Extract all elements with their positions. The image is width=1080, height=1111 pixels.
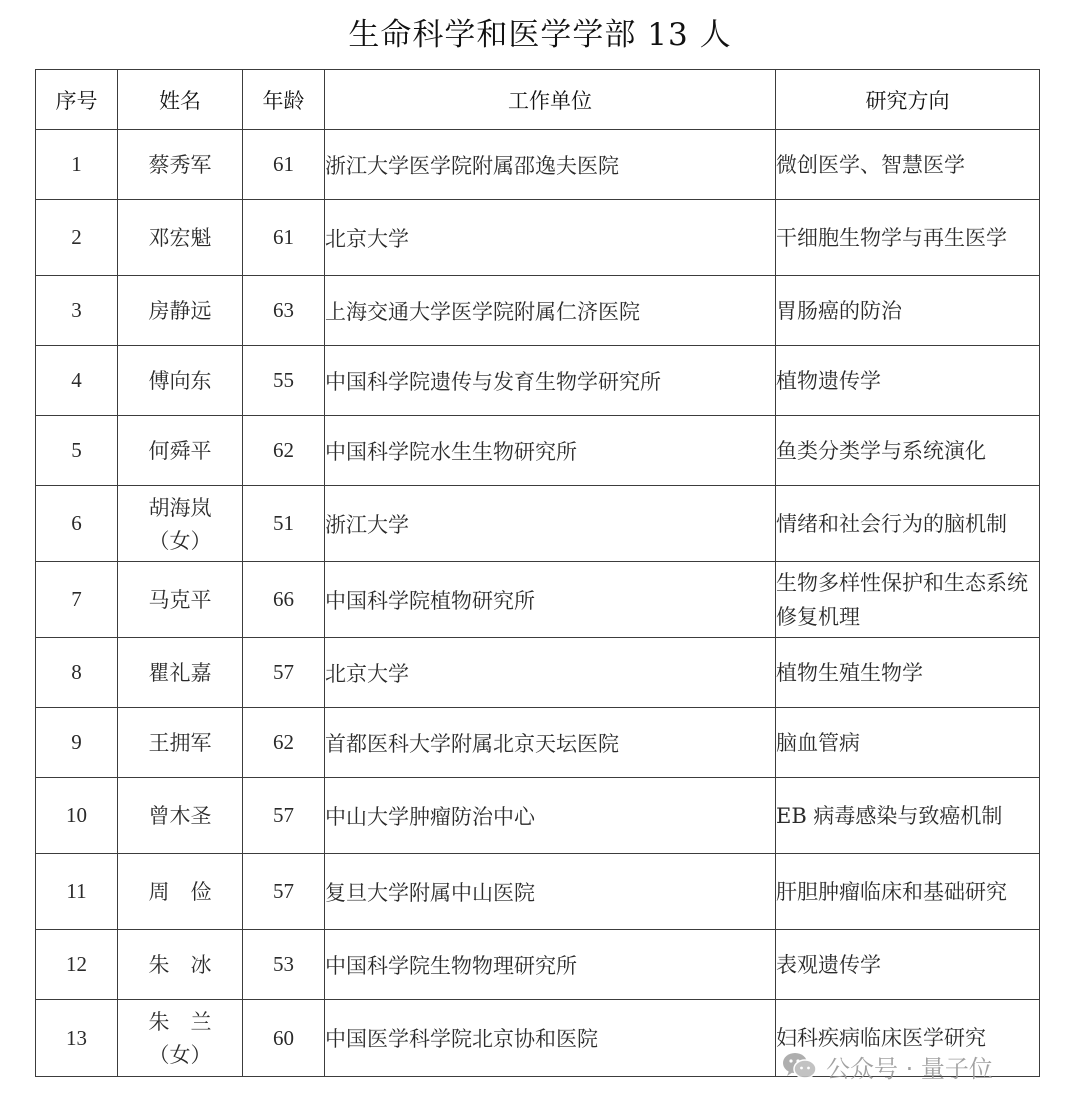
member-name: 房静远: [148, 298, 212, 323]
member-name: 马克平: [148, 587, 212, 612]
cell-age: 66: [243, 562, 325, 638]
cell-direction: EB 病毒感染与致癌机制: [776, 778, 1040, 854]
member-name: 周 俭: [148, 879, 212, 904]
watermark: [782, 1048, 993, 1084]
header-name: 姓名: [118, 70, 243, 130]
cell-direction: 植物遗传学: [776, 346, 1040, 416]
cell-age: 60: [243, 1000, 325, 1077]
cell-age: 61: [243, 130, 325, 200]
header-unit: 工作单位: [325, 70, 776, 130]
cell-direction: 脑血管病: [776, 708, 1040, 778]
cell-unit: 北京大学: [325, 638, 776, 708]
cell-index: 7: [36, 562, 118, 638]
cell-age: 63: [243, 276, 325, 346]
cell-direction: 肝胆肿瘤临床和基础研究: [776, 854, 1040, 930]
cell-index: 1: [36, 130, 118, 200]
cell-name: [118, 778, 243, 854]
cell-age: 55: [243, 346, 325, 416]
table-row: [36, 708, 1040, 778]
cell-age: 62: [243, 416, 325, 486]
cell-unit: 中国科学院植物研究所: [325, 562, 776, 638]
cell-unit: 中国科学院水生生物研究所: [325, 416, 776, 486]
gender-note: （女）: [148, 528, 212, 553]
cell-age: 57: [243, 638, 325, 708]
member-name: 何舜平: [148, 438, 212, 463]
cell-direction: 生物多样性保护和生态系统修复机理: [776, 562, 1040, 638]
cell-unit: 复旦大学附属中山医院: [325, 854, 776, 930]
cell-index: 6: [36, 486, 118, 562]
member-name: 王拥军: [148, 730, 212, 755]
cell-unit: 浙江大学医学院附属邵逸夫医院: [325, 130, 776, 200]
header-direction: 研究方向: [776, 70, 1040, 130]
cell-unit: 中国科学院生物物理研究所: [325, 930, 776, 1000]
member-name: 朱 冰: [148, 952, 212, 977]
cell-name: [118, 416, 243, 486]
cell-index: 2: [36, 200, 118, 276]
table-row: [36, 346, 1040, 416]
member-name: 邓宏魁: [148, 225, 212, 250]
cell-unit: 中山大学肿瘤防治中心: [325, 778, 776, 854]
cell-unit: 上海交通大学医学院附属仁济医院: [325, 276, 776, 346]
table-row: [36, 200, 1040, 276]
cell-index: 3: [36, 276, 118, 346]
cell-index: 13: [36, 1000, 118, 1077]
cell-name: [118, 708, 243, 778]
cell-name: [118, 346, 243, 416]
cell-age: 53: [243, 930, 325, 1000]
member-name: 胡海岚: [148, 495, 212, 520]
watermark-text: 公众号 · 量子位: [826, 1054, 993, 1083]
member-name: 曾木圣: [148, 803, 212, 828]
academician-table: [35, 69, 1040, 1077]
cell-name: [118, 276, 243, 346]
cell-age: 57: [243, 778, 325, 854]
cell-name: [118, 1000, 243, 1077]
cell-age: 57: [243, 854, 325, 930]
cell-direction: 表观遗传学: [776, 930, 1040, 1000]
table-row: [36, 276, 1040, 346]
cell-unit: 中国科学院遗传与发育生物学研究所: [325, 346, 776, 416]
cell-name: [118, 638, 243, 708]
page-title: 生命科学和医学学部 13 人: [348, 17, 732, 53]
cell-direction: 情绪和社会行为的脑机制: [776, 486, 1040, 562]
wechat-icon: [782, 1051, 818, 1081]
table-header-row: [36, 70, 1040, 130]
gender-note: （女）: [148, 1043, 212, 1067]
table-row: [36, 130, 1040, 200]
table-row: [36, 638, 1040, 708]
cell-direction: 鱼类分类学与系统演化: [776, 416, 1040, 486]
cell-age: 61: [243, 200, 325, 276]
cell-name: [118, 562, 243, 638]
cell-name: [118, 930, 243, 1000]
table-row: [36, 416, 1040, 486]
cell-index: 9: [36, 708, 118, 778]
cell-direction: 胃肠癌的防治: [776, 276, 1040, 346]
cell-direction: 干细胞生物学与再生医学: [776, 200, 1040, 276]
cell-age: 62: [243, 708, 325, 778]
header-age: 年龄: [243, 70, 325, 130]
cell-unit: 浙江大学: [325, 486, 776, 562]
cell-direction: 微创医学、智慧医学: [776, 130, 1040, 200]
cell-name: [118, 486, 243, 562]
cell-index: 4: [36, 346, 118, 416]
table-row: [36, 562, 1040, 638]
member-name: 傅向东: [148, 368, 212, 393]
table-body: [36, 130, 1040, 1077]
cell-unit: 北京大学: [325, 200, 776, 276]
cell-direction: 妇科疾病临床医学研究: [776, 1000, 1040, 1077]
member-name: 蔡秀军: [148, 152, 212, 177]
member-name: 瞿礼嘉: [148, 660, 212, 685]
cell-direction: 植物生殖生物学: [776, 638, 1040, 708]
cell-unit: 首都医科大学附属北京天坛医院: [325, 708, 776, 778]
member-name: 朱 兰: [148, 1010, 212, 1034]
cell-index: 10: [36, 778, 118, 854]
cell-index: 12: [36, 930, 118, 1000]
cell-name: [118, 130, 243, 200]
cell-name: [118, 854, 243, 930]
cell-age: 51: [243, 486, 325, 562]
cell-unit: 中国医学科学院北京协和医院: [325, 1000, 776, 1077]
table-row: [36, 854, 1040, 930]
table-row: [36, 486, 1040, 562]
table-row: [36, 778, 1040, 854]
header-index: 序号: [36, 70, 118, 130]
table-row: [36, 930, 1040, 1000]
cell-index: 11: [36, 854, 118, 930]
cell-index: 8: [36, 638, 118, 708]
cell-index: 5: [36, 416, 118, 486]
cell-name: [118, 200, 243, 276]
